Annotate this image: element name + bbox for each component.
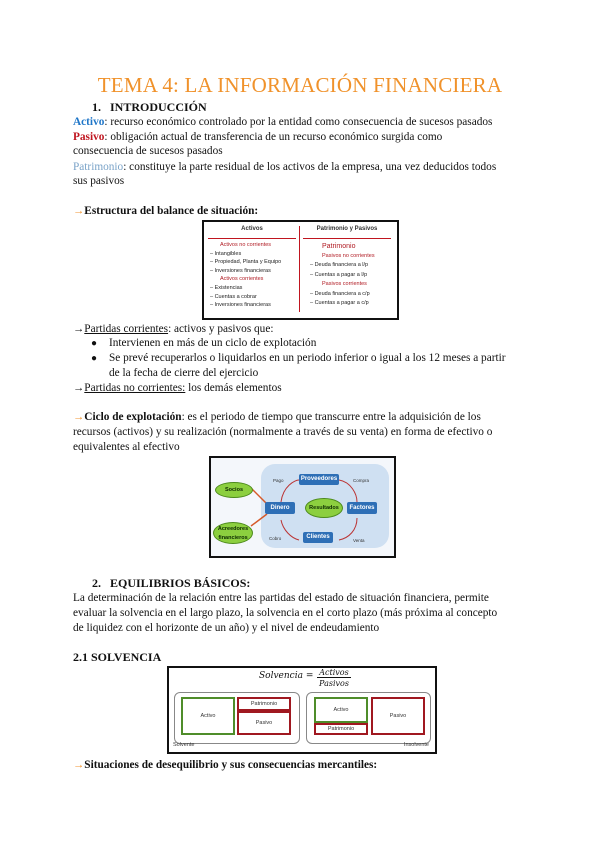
proveedores-node: Proveedores [299,474,339,485]
section-2-heading [92,576,250,591]
ciclo-label: Ciclo de explotación [84,411,182,423]
bullet-item [91,336,317,351]
pasivo-box: Pasivo [237,711,291,735]
solvency-numerator: Activos [317,668,351,678]
bullet-cont: de la fecha de cierre del ejercicio [109,367,259,379]
page-title: TEMA 4: LA INFORMACIÓN FINANCIERA [97,73,503,97]
solvente-label: Solvente [173,742,195,748]
bullet-text: Se prevé recuperarlos o liquidarlos en un periodo inferior o igual a los 12 meses a partir [109,352,506,364]
balance-left-item: Activos corrientes [220,276,264,283]
situaciones-heading [73,758,377,773]
balance-right-item: – Cuentas a pagar a c/p [310,300,369,306]
balance-figure [202,220,399,320]
dinero-node: Dinero [265,502,295,514]
balance-left-item: – Inversiones financieras [210,267,271,274]
cobro-label: Cobro [269,536,282,541]
balance-left-item: – Cuentas a cobrar [210,293,257,300]
term-patrimonio: Patrimonio [73,161,124,173]
definition-pasivo [73,130,442,145]
pasivo-box-insolvente: Pasivo [371,697,425,735]
partidas-no-corrientes-label: Partidas no corrientes: [84,382,186,394]
balance-right-item: – Deuda financiera a l/p [310,262,369,268]
solvency-denominator: Pasivos [319,679,349,688]
balance-right-item: – Cuentas a pagar a l/p [310,271,368,278]
ciclo-paragraph [73,410,481,425]
partidas-corrientes [73,322,274,337]
factores-node: Factores [347,502,377,514]
partidas-corrientes-label: Partidas corrientes [84,323,169,335]
bullet-icon: ● [91,338,98,349]
clientes-node: Clientes [303,532,333,543]
arrow-icon: → [73,759,85,771]
balance-left-item: Activos no corrientes [220,242,272,248]
balance-left-item: – Existencias [210,285,243,291]
balance-right-item: Pasivos no corrientes [322,252,375,259]
bullet-icon: ● [91,353,98,364]
balance-col-patrimonio-pasivos: Patrimonio y Pasivos [303,226,391,239]
section-title: EQUILIBRIOS BÁSICOS: [110,576,251,590]
balance-left-item: – Propiedad, Planta y Equipo [210,259,282,266]
balance-col-activos: Activos [208,226,296,239]
section-2-text-3: de liquidez con el horizonte de un año) y el nivel de endeudamiento [73,622,380,634]
patrimonio-box: Patrimonio [237,697,291,711]
section-number: 2. [92,576,101,590]
arrow-icon: → [73,323,85,335]
compra-label: Compra [353,478,370,483]
estructura-label: Estructura del balance de situación: [84,205,259,217]
venta-label: Venta [353,538,365,543]
balance-right-item: Pasivos corrientes [322,281,367,287]
definition-patrimonio [73,160,496,175]
estructura-heading [73,204,258,219]
patrimonio-box-insolvente: Patrimonio [314,723,368,735]
ciclo-text-2: recursos (activos) y su realización (normalmente a través de su venta) en forma de efectivo o [73,426,493,438]
solvency-formula-lhs: Solvencia = [259,671,314,681]
arrow-icon: → [73,411,85,423]
balance-left-item: – Inversiones financieras [210,302,271,309]
insolvente-label: Insolvente [403,742,429,748]
activo-box: Activo [181,697,235,735]
term-pasivo: Pasivo [73,131,105,143]
term-activo: Activo [73,116,105,128]
definition-pasivo-cont: consecuencia de sucesos pasados [73,145,223,157]
balance-divider [299,226,300,312]
resultados-node: Resultados [305,498,343,518]
section-number: 1. [92,100,101,114]
solvency-figure [167,666,437,754]
balance-left-item: – Intangibles [210,250,242,257]
definition-activo [73,115,492,130]
arrow-icon: → [73,205,85,217]
partidas-no-corrientes-text: los demás elementos [185,382,282,394]
definition-text: : obligación actual de transferencia de un recurso económico surgida como [104,131,443,143]
partidas-no-corrientes [73,381,282,396]
socios-node: Socios [215,482,253,498]
definition-text: : constituye la parte residual de los activos de la empresa, una vez deducidos todos [123,161,497,173]
acreedores-node: Acreedores financieros [213,522,253,544]
partidas-corrientes-text: : activos y pasivos que: [168,323,274,335]
definition-patrimonio-cont: sus pasivos [73,175,125,187]
balance-right-item: Patrimonio [322,243,356,250]
section-title: INTRODUCCIÓN [110,100,207,114]
solvencia-heading: 2.1 SOLVENCIA [73,650,162,664]
balance-right-item: – Deuda financiera a c/p [310,290,370,297]
arrow-icon: → [73,382,85,394]
bullet-text: Intervienen en más de un ciclo de explotación [109,337,317,349]
section-1-heading [92,100,207,115]
activo-box-insolvente: Activo [314,697,368,723]
bullet-item [91,351,506,366]
situaciones-label: Situaciones de desequilibrio y sus consecuencias mercantiles: [84,759,378,771]
definition-text: : recurso económico controlado por la entidad como consecuencia de sucesos pasados [104,116,493,128]
ciclo-text-3: equivalentes al efectivo [73,441,180,453]
cycle-figure [209,456,396,558]
section-2-text-1: La determinación de la relación entre las partidas del estado de situación financiera, permite [73,592,489,604]
ciclo-text: : es el periodo de tiempo que transcurre entre la adquisición de los [181,411,481,423]
pago-label: Pago [273,478,284,483]
section-2-text-2: evaluar la solvencia en el largo plazo, la solvencia en el corto plazo (más próxima al concepto [73,607,498,619]
